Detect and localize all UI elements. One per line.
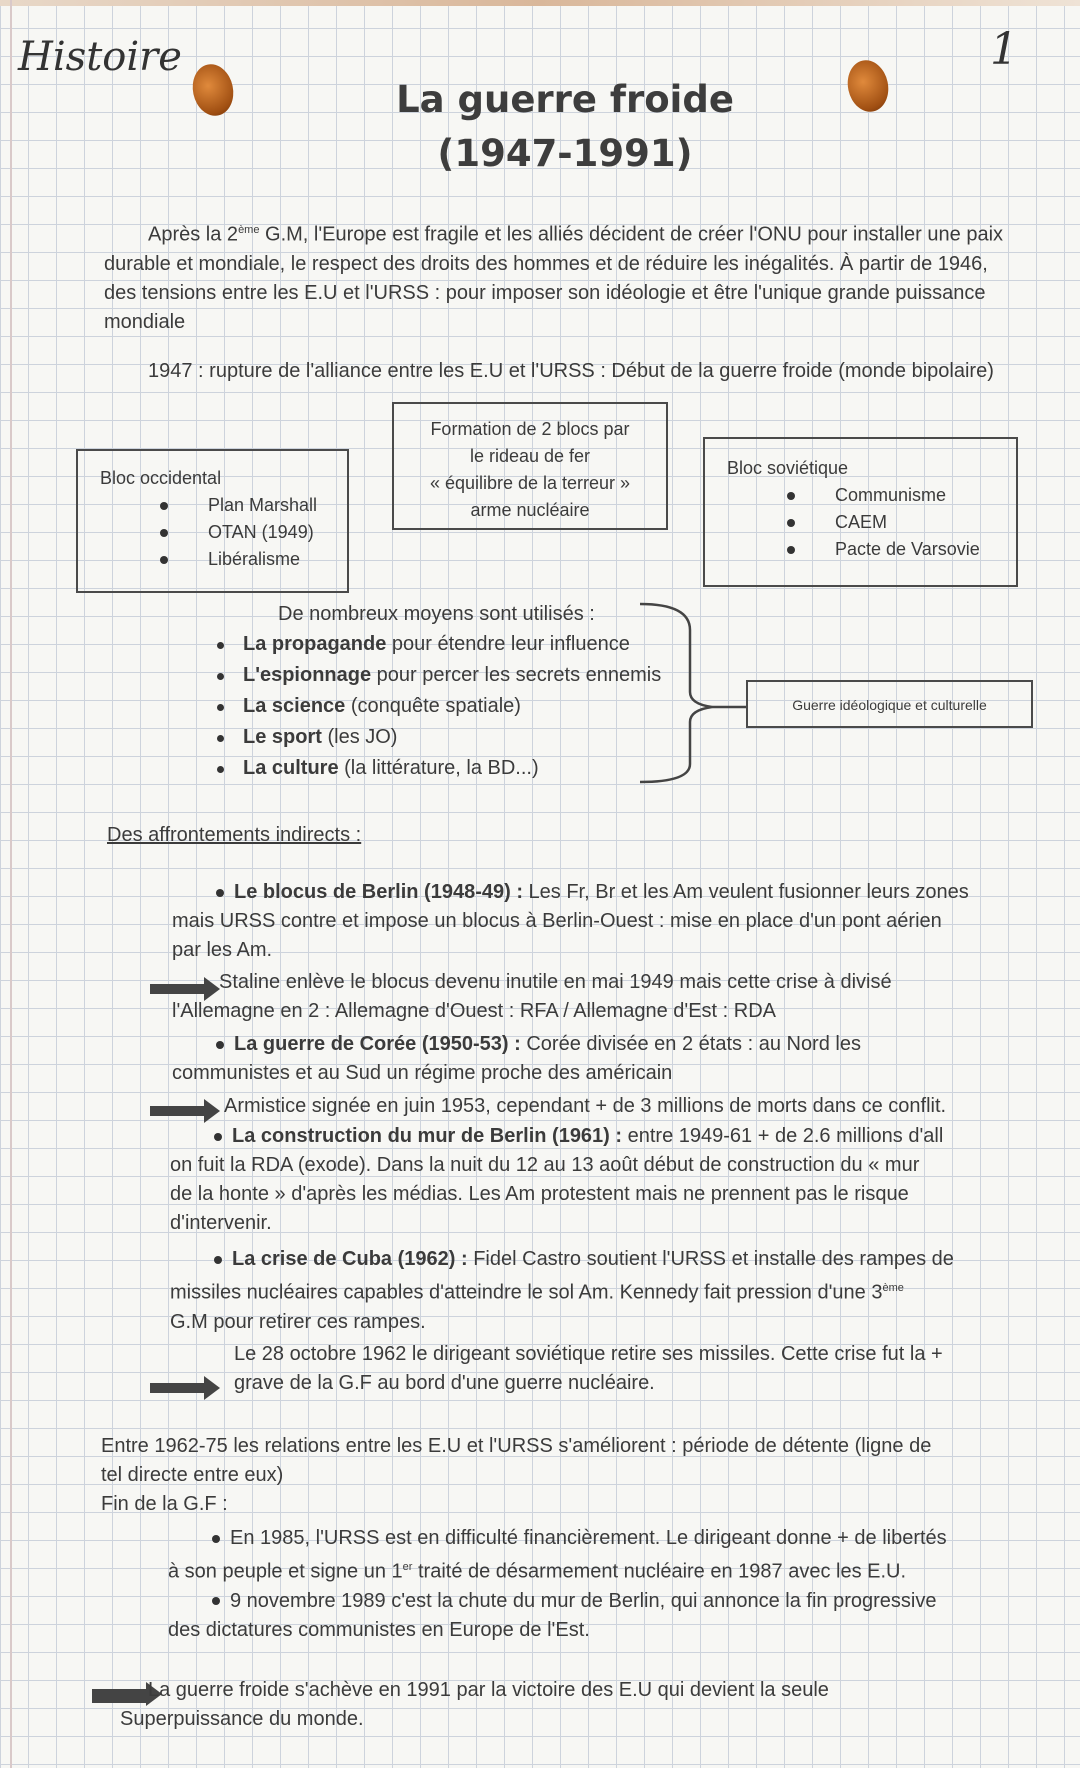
bloc-sovietique-title: Bloc soviétique (727, 458, 849, 478)
berlin-wall-section: La construction du mur de Berlin (1961) : entre 1949-61 + de 2.6 millions d'all on fuit la RDA (exode). Dans la nuit du 12 au 13 août début de construction du « mur de la honte » d'après les médias. Les Am protestent mais ne prennent pas le risque d'intervenir. (170, 1125, 944, 1234)
means-item: La science (conquête spatiale) (217, 692, 697, 721)
formation-line: arme nucléaire (470, 500, 590, 520)
subject-label: Histoire (18, 34, 182, 80)
means-item: Le sport (les JO) (217, 723, 697, 752)
conflicts-heading: Des affrontements indirects : (107, 824, 362, 846)
formation-line: Formation de 2 blocs par (430, 419, 630, 439)
formation-line: le rideau de fer (469, 446, 591, 466)
means-intro: De nombreux moyens sont utilisés : (278, 603, 595, 625)
korea-section: La guerre de Corée (1950-53) : Corée divisée en 2 états : au Nord les communistes et au Sud un régime proche des américain (172, 1033, 861, 1084)
fin-label: Fin de la G.F : (101, 1493, 228, 1515)
page-number: 1 (990, 24, 1018, 75)
end-item: 9 novembre 1989 c'est la chute du mur de Berlin, qui annonce la fin progressive (168, 1587, 1028, 1616)
cuba-section: La crise de Cuba (1962) : Fidel Castro soutient l'URSS et installe des rampes de missiles nucléaires capables d'atteindre le sol Am. Kennedy fait pression d'une 3ème G.M pour retirer ces rampes. (170, 1248, 954, 1333)
bloc-sovietique-item: CAEM (787, 509, 1016, 536)
bloc-sovietique-item: Communisme (787, 482, 1016, 509)
binder-hole-right (843, 56, 893, 115)
conclusion: La guerre froide s'achève en 1991 par la victoire des E.U qui devient la seule Superpuissance du monde. (120, 1679, 829, 1730)
page-top-edge (0, 0, 1080, 6)
rupture-line: 1947 : rupture de l'alliance entre les E.U et l'URSS : Début de la guerre froide (monde bipolaire) (148, 360, 994, 382)
intro-text-b: G.M, l'Europe est fragile et les alliés décident de créer l'ONU pour installer une paix durable et mondiale, le respect des droits des hommes et de réduire les inégalités. À partir de 1946, des tensions entre les E.U et l'URSS : pour imposer son idéologie et être l'unique grande puissance mondiale (104, 223, 1004, 333)
cuba-result: Le 28 octobre 1962 le dirigeant soviétique retire ses missiles. Cette crise fut la + grave de la G.F au bord d'une guerre nucléaire. (234, 1343, 943, 1394)
bloc-occidental-title: Bloc occidental (100, 468, 222, 488)
berlin-result: Staline enlève le blocus devenu inutile en mai 1949 mais cette crise à divisé l'Allemagne en 2 : Allemagne d'Ouest : RFA / Allemagne d'Est : RDA (172, 971, 892, 1022)
end-list (168, 1524, 1028, 1645)
bloc-occidental-item: Plan Marshall (160, 492, 347, 519)
arrow-icon (150, 1383, 206, 1393)
formation-blocs-box (392, 402, 668, 530)
end-item-cont: des dictatures communistes en Europe de l'Est. (168, 1618, 590, 1641)
bloc-occidental-box (76, 449, 349, 593)
intro-sup: ème (238, 224, 260, 236)
means-list (217, 630, 697, 783)
bloc-sovietique-item: Pacte de Varsovie (787, 536, 1016, 563)
bloc-occidental-item: OTAN (1949) (160, 519, 347, 546)
title-line-1: La guerre froide (396, 78, 734, 121)
page-title (305, 73, 825, 181)
end-item-cont: à son peuple et signe un 1er traité de désarmement nucléaire en 1987 avec les E.U. (168, 1560, 907, 1583)
intro-text-a: Après la 2 (148, 223, 239, 246)
means-item: L'espionnage pour percer les secrets ennemis (217, 661, 697, 690)
bloc-occidental-item: Libéralisme (160, 546, 347, 573)
margin-line (10, 0, 12, 1768)
korea-result: Armistice signée en juin 1953, cependant + de 3 millions de morts dans ce conflit. (224, 1095, 947, 1117)
arrow-icon (150, 1106, 206, 1116)
title-line-2: (1947-1991) (437, 132, 693, 175)
result-box: Guerre idéologique et culturelle (746, 680, 1033, 728)
formation-line: « équilibre de la terreur » (429, 473, 631, 493)
berlin-blockade-section: Le blocus de Berlin (1948-49) : Les Fr, Br et les Am veulent fusionner leurs zones mais URSS contre et impose un blocus à Berlin-Ouest : mise en place d'un pont aérien par les Am. (172, 881, 969, 961)
end-item: En 1985, l'URSS est en difficulté financièrement. Le dirigeant donne + de libertés (168, 1524, 1028, 1553)
means-item: La propagande pour étendre leur influence (217, 630, 697, 659)
binder-hole-left (188, 60, 238, 119)
bloc-sovietique-box (703, 437, 1018, 587)
curly-brace (630, 600, 750, 790)
means-item: La culture (la littérature, la BD...) (217, 754, 697, 783)
detente-paragraph: Entre 1962-75 les relations entre les E.U et l'URSS s'améliorent : période de détente (ligne de tel directe entre eux) Fin de la G.F : (101, 1432, 1031, 1519)
intro-paragraph (104, 216, 1004, 337)
